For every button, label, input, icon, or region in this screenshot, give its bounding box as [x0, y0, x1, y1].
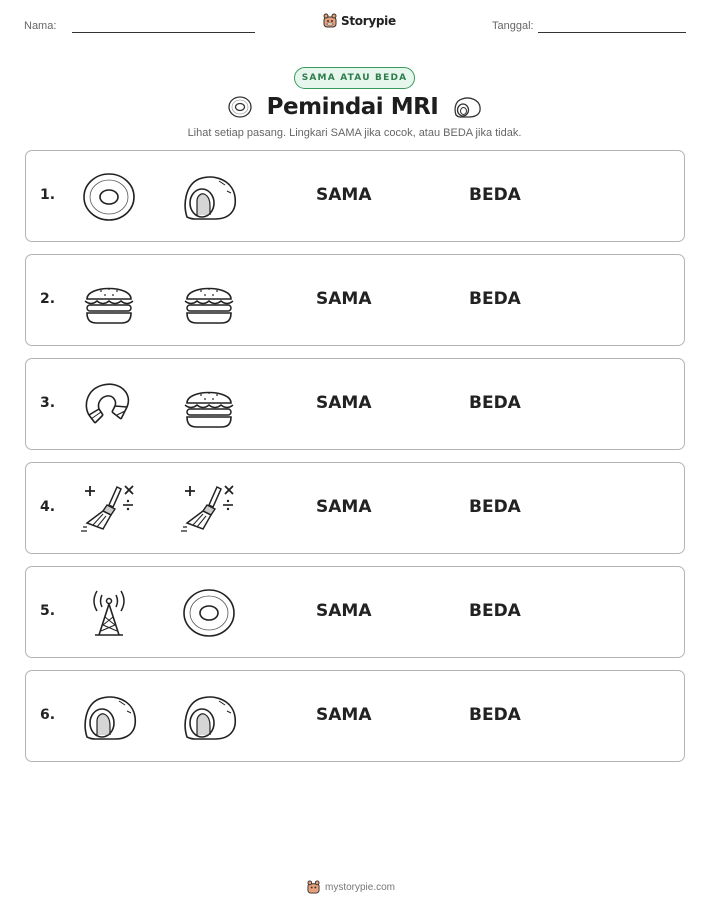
magnet-icon — [81, 379, 137, 431]
mri-scanner-icon — [452, 95, 482, 119]
donut-icon — [181, 587, 237, 639]
name-label: Nama: — [24, 20, 57, 32]
storypie-logo-icon — [307, 880, 320, 894]
question-row-2 — [25, 254, 685, 346]
storypie-logo-icon — [323, 13, 337, 28]
math-paintbrush-icon — [181, 483, 237, 535]
date-field[interactable] — [538, 32, 686, 33]
page-title: Pemindai MRI — [266, 94, 439, 120]
question-row-4 — [25, 462, 685, 554]
mri-scanner-icon — [181, 171, 237, 223]
question-number: 4. — [40, 499, 56, 515]
mri-scanner-icon — [81, 691, 137, 743]
radio-tower-icon — [81, 587, 137, 639]
mri-scanner-icon — [181, 691, 237, 743]
instructions: Lihat setiap pasang. Lingkari SAMA jika cocok, atau BEDA jika tidak. — [187, 127, 522, 139]
burger-icon — [181, 275, 237, 327]
different-option[interactable]: BEDA — [469, 497, 521, 517]
different-option[interactable]: BEDA — [469, 705, 521, 725]
brand-logo — [323, 13, 396, 28]
question-number: 1. — [40, 187, 56, 203]
same-option[interactable]: SAMA — [316, 289, 372, 309]
burger-icon — [181, 379, 237, 431]
burger-icon — [81, 275, 137, 327]
question-number: 3. — [40, 395, 56, 411]
question-number: 5. — [40, 603, 56, 619]
question-number: 6. — [40, 707, 56, 723]
footer-url: mystorypie.com — [325, 881, 396, 893]
different-option[interactable]: BEDA — [469, 393, 521, 413]
title-row — [0, 92, 709, 122]
question-number: 2. — [40, 291, 56, 307]
question-row-5 — [25, 566, 685, 658]
question-row-3 — [25, 358, 685, 450]
question-row-1 — [25, 150, 685, 242]
different-option[interactable]: BEDA — [469, 601, 521, 621]
name-field[interactable] — [72, 32, 255, 33]
category-badge: SAMA ATAU BEDA — [294, 67, 415, 89]
footer — [307, 880, 395, 894]
math-paintbrush-icon — [81, 483, 137, 535]
different-option[interactable]: BEDA — [469, 185, 521, 205]
donut-icon — [227, 95, 253, 119]
same-option[interactable]: SAMA — [316, 497, 372, 517]
same-option[interactable]: SAMA — [316, 185, 372, 205]
question-row-6 — [25, 670, 685, 762]
same-option[interactable]: SAMA — [316, 393, 372, 413]
date-label: Tanggal: — [492, 20, 534, 32]
same-option[interactable]: SAMA — [316, 601, 372, 621]
brand-name: Storypie — [341, 13, 396, 28]
different-option[interactable]: BEDA — [469, 289, 521, 309]
donut-icon — [81, 171, 137, 223]
same-option[interactable]: SAMA — [316, 705, 372, 725]
